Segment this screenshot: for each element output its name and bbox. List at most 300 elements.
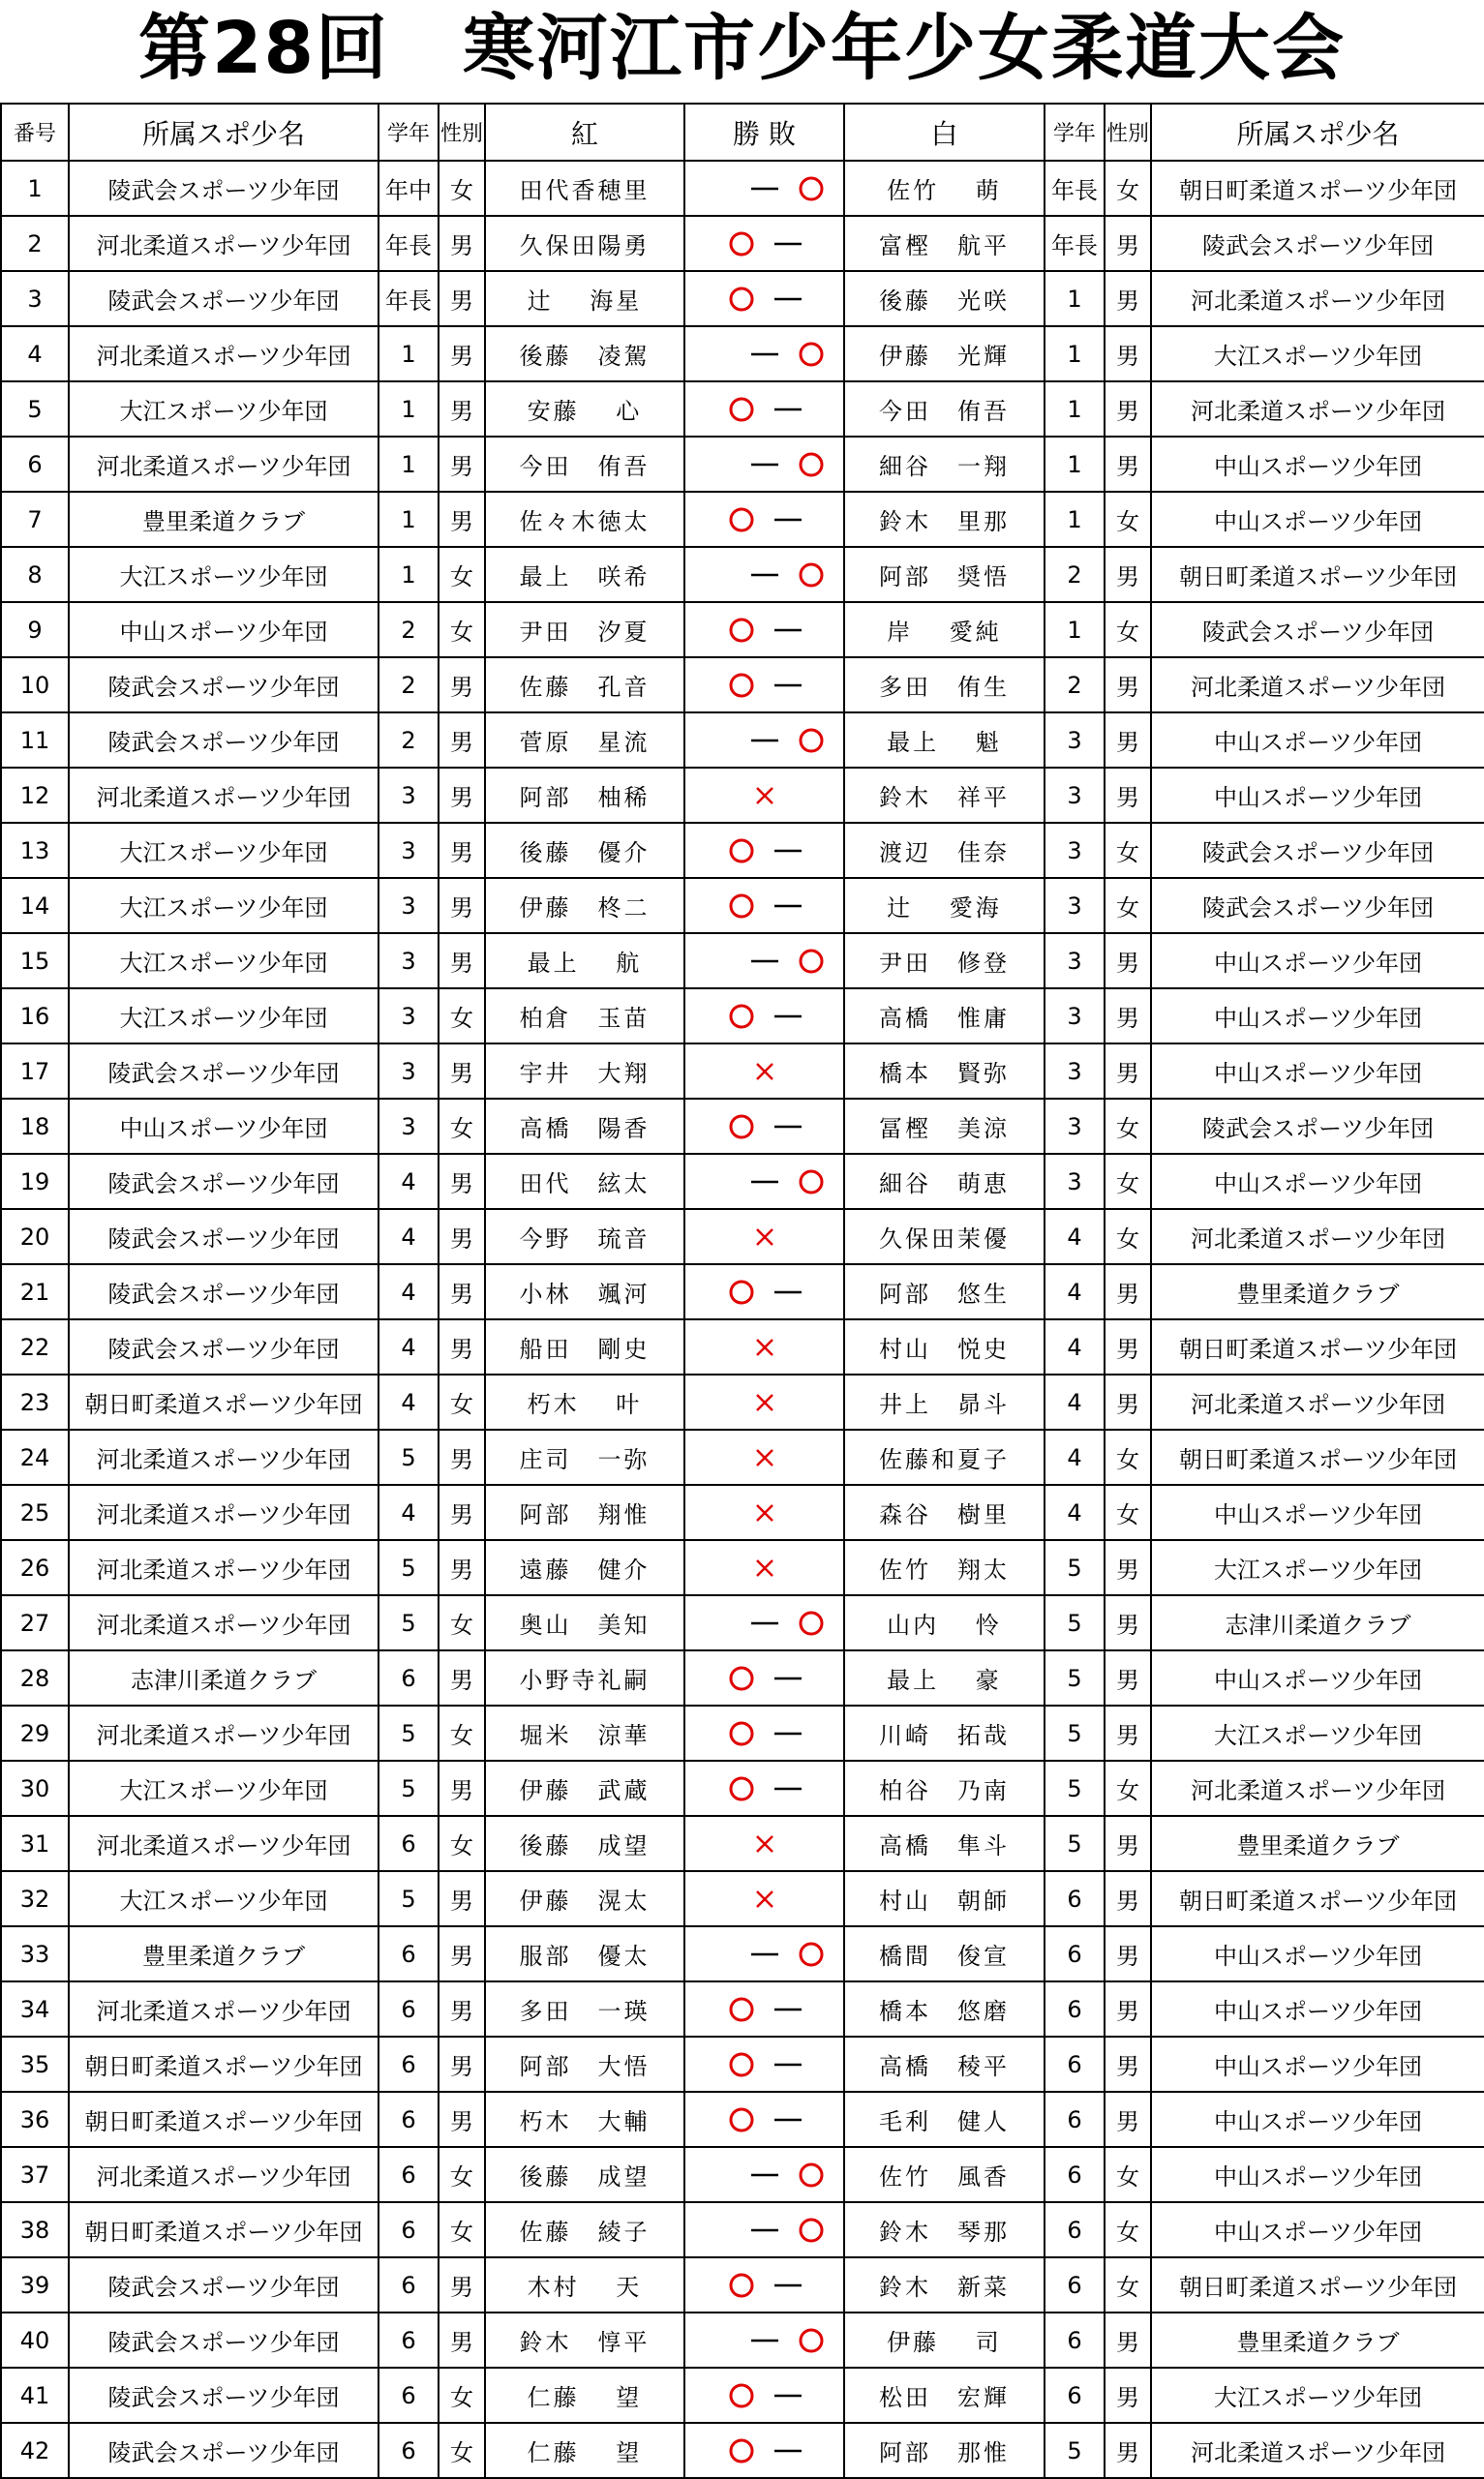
red-club: 大江スポーツ少年団 (69, 823, 379, 878)
white-club: 中山スポーツ少年団 (1151, 1485, 1484, 1540)
white-club: 朝日町柔道スポーツ少年団 (1151, 2257, 1484, 2313)
result-marks (685, 438, 843, 491)
result-marks (685, 217, 843, 270)
white-sex: 女 (1105, 492, 1151, 547)
red-club: 河北柔道スポーツ少年団 (69, 2147, 379, 2202)
white-player: 阿部 奨悟 (844, 547, 1045, 602)
row-number: 8 (1, 547, 69, 602)
white-grade: 6 (1045, 2313, 1105, 2368)
result-marks (685, 1541, 843, 1594)
match-result (684, 2423, 844, 2478)
result-spacer (699, 556, 738, 594)
red-grade: 4 (379, 1264, 439, 1319)
white-player: 今田 侑吾 (844, 381, 1045, 437)
table-row (1, 1926, 1484, 1981)
table-row (1, 768, 1484, 823)
red-club: 河北柔道スポーツ少年団 (69, 216, 379, 271)
red-club: 朝日町柔道スポーツ少年団 (69, 2092, 379, 2147)
result-spacer (699, 1604, 738, 1643)
red-sex: 女 (439, 1595, 485, 1650)
red-sex: 女 (439, 2202, 485, 2257)
draw-cross-icon (745, 1438, 784, 1477)
result-marks (685, 1762, 843, 1815)
row-number: 23 (1, 1375, 69, 1430)
loss-dash-icon (769, 225, 807, 263)
white-player: 橋間 俊宣 (844, 1926, 1045, 1981)
white-grade: 1 (1045, 492, 1105, 547)
white-player: 井上 昴斗 (844, 1375, 1045, 1430)
match-result (684, 161, 844, 216)
white-player: 橋本 悠磨 (844, 1981, 1045, 2037)
white-club: 中山スポーツ少年団 (1151, 712, 1484, 768)
white-sex: 男 (1105, 1043, 1151, 1099)
match-result (684, 1981, 844, 2037)
red-player: 小林 颯河 (485, 1264, 684, 1319)
red-player: 奥山 美知 (485, 1595, 684, 1650)
red-club: 河北柔道スポーツ少年団 (69, 1595, 379, 1650)
white-grade: 年長 (1045, 161, 1105, 216)
row-number: 33 (1, 1926, 69, 1981)
red-player: 船田 剛史 (485, 1319, 684, 1375)
result-spacer (699, 335, 738, 374)
red-player: 阿部 柚稀 (485, 768, 684, 823)
match-result (684, 1430, 844, 1485)
white-player: 松田 宏輝 (844, 2368, 1045, 2423)
match-result (684, 933, 844, 988)
table-row (1, 381, 1484, 437)
red-player: 後藤 凌駕 (485, 326, 684, 381)
result-marks (685, 1265, 843, 1318)
match-result (684, 437, 844, 492)
white-player: 久保田茉優 (844, 1209, 1045, 1264)
white-sex: 男 (1105, 1319, 1151, 1375)
red-sex: 女 (439, 1375, 485, 1430)
loss-dash-icon (769, 666, 807, 705)
red-player: 後藤 成望 (485, 2147, 684, 2202)
result-marks (685, 1982, 843, 2036)
white-player: 鈴木 新菜 (844, 2257, 1045, 2313)
results-table (0, 103, 1484, 2479)
red-club: 陵武会スポーツ少年団 (69, 161, 379, 216)
white-grade: 5 (1045, 1761, 1105, 1816)
row-number: 14 (1, 878, 69, 933)
loss-dash-icon (769, 2432, 807, 2470)
white-grade: 6 (1045, 2257, 1105, 2313)
win-circle-icon (722, 1714, 761, 1753)
red-club: 河北柔道スポーツ少年団 (69, 1485, 379, 1540)
red-grade: 3 (379, 1043, 439, 1099)
result-marks (685, 1651, 843, 1705)
red-club: 志津川柔道クラブ (69, 1650, 379, 1706)
row-number: 25 (1, 1485, 69, 1540)
white-sex: 男 (1105, 1650, 1151, 1706)
match-result (684, 1154, 844, 1209)
table-row (1, 326, 1484, 381)
white-grade: 3 (1045, 768, 1105, 823)
red-sex: 男 (439, 1540, 485, 1595)
result-spacer (699, 445, 738, 484)
win-circle-icon (722, 1273, 761, 1312)
white-club: 河北柔道スポーツ少年団 (1151, 1209, 1484, 1264)
white-sex: 男 (1105, 1540, 1151, 1595)
red-player: 安藤 心 (485, 381, 684, 437)
row-number: 2 (1, 216, 69, 271)
white-club: 朝日町柔道スポーツ少年団 (1151, 1871, 1484, 1926)
white-grade: 5 (1045, 1650, 1105, 1706)
white-player: 橋本 賢弥 (844, 1043, 1045, 1099)
white-club: 豊里柔道クラブ (1151, 2313, 1484, 2368)
white-player: 阿部 那惟 (844, 2423, 1045, 2478)
match-result (684, 492, 844, 547)
white-player: 伊藤 司 (844, 2313, 1045, 2368)
result-marks (685, 1044, 843, 1098)
match-result (684, 1706, 844, 1761)
row-number: 10 (1, 657, 69, 712)
red-grade: 4 (379, 1319, 439, 1375)
red-player: 鈴木 惇平 (485, 2313, 684, 2368)
red-grade: 6 (379, 2368, 439, 2423)
white-grade: 5 (1045, 1706, 1105, 1761)
white-club: 中山スポーツ少年団 (1151, 2092, 1484, 2147)
red-club: 陵武会スポーツ少年団 (69, 1264, 379, 1319)
red-sex: 男 (439, 657, 485, 712)
white-player: 伊藤 光輝 (844, 326, 1045, 381)
white-player: 岸 愛純 (844, 602, 1045, 657)
loss-dash-icon (769, 390, 807, 429)
match-result (684, 2257, 844, 2313)
white-sex: 男 (1105, 1926, 1151, 1981)
match-result (684, 2313, 844, 2368)
white-sex: 男 (1105, 2313, 1151, 2368)
red-club: 陵武会スポーツ少年団 (69, 2257, 379, 2313)
table-row (1, 1209, 1484, 1264)
table-row (1, 2313, 1484, 2368)
red-player: 小野寺礼嗣 (485, 1650, 684, 1706)
white-player: 佐竹 翔太 (844, 1540, 1045, 1595)
loss-dash-icon (745, 1163, 784, 1201)
red-club: 河北柔道スポーツ少年団 (69, 437, 379, 492)
result-marks (685, 327, 843, 380)
white-grade: 6 (1045, 2092, 1105, 2147)
result-spacer (699, 1935, 738, 1974)
header-sex-white: 性別 (1105, 104, 1151, 161)
loss-dash-icon (769, 500, 807, 539)
result-marks (685, 2313, 843, 2367)
red-grade: 5 (379, 1595, 439, 1650)
result-spacer (699, 942, 738, 981)
white-grade: 3 (1045, 988, 1105, 1043)
white-grade: 3 (1045, 1043, 1105, 1099)
row-number: 16 (1, 988, 69, 1043)
red-club: 陵武会スポーツ少年団 (69, 712, 379, 768)
red-grade: 年中 (379, 161, 439, 216)
red-player: 仁藤 望 (485, 2423, 684, 2478)
match-result (684, 2368, 844, 2423)
result-marks (685, 769, 843, 822)
red-player: 佐藤 孔音 (485, 657, 684, 712)
red-club: 河北柔道スポーツ少年団 (69, 1706, 379, 1761)
row-number: 20 (1, 1209, 69, 1264)
red-club: 河北柔道スポーツ少年団 (69, 326, 379, 381)
red-club: 中山スポーツ少年団 (69, 1099, 379, 1154)
white-player: 渡辺 佳奈 (844, 823, 1045, 878)
table-row (1, 1595, 1484, 1650)
table-row (1, 1264, 1484, 1319)
white-club: 中山スポーツ少年団 (1151, 1043, 1484, 1099)
white-club: 大江スポーツ少年団 (1151, 2368, 1484, 2423)
red-sex: 女 (439, 161, 485, 216)
match-result (684, 823, 844, 878)
row-number: 35 (1, 2037, 69, 2092)
header-sex-red: 性別 (439, 104, 485, 161)
row-number: 15 (1, 933, 69, 988)
red-club: 陵武会スポーツ少年団 (69, 1043, 379, 1099)
white-sex: 男 (1105, 988, 1151, 1043)
red-sex: 男 (439, 1650, 485, 1706)
red-sex: 男 (439, 823, 485, 878)
white-grade: 1 (1045, 381, 1105, 437)
row-number: 7 (1, 492, 69, 547)
result-marks (685, 1707, 843, 1760)
white-club: 陵武会スポーツ少年団 (1151, 823, 1484, 878)
loss-dash-icon (769, 2266, 807, 2305)
red-player: 辻 海星 (485, 271, 684, 326)
white-player: 高橋 隼斗 (844, 1816, 1045, 1871)
white-sex: 男 (1105, 216, 1151, 271)
result-marks (685, 2369, 843, 2422)
red-grade: 6 (379, 2092, 439, 2147)
red-club: 大江スポーツ少年団 (69, 933, 379, 988)
white-sex: 女 (1105, 1485, 1151, 1540)
row-number: 6 (1, 437, 69, 492)
red-sex: 男 (439, 1264, 485, 1319)
red-grade: 6 (379, 2147, 439, 2202)
red-club: 大江スポーツ少年団 (69, 381, 379, 437)
match-result (684, 1595, 844, 1650)
win-circle-icon (722, 611, 761, 650)
header-grade-white: 学年 (1045, 104, 1105, 161)
red-sex: 男 (439, 1871, 485, 1926)
red-club: 陵武会スポーツ少年団 (69, 657, 379, 712)
red-club: 河北柔道スポーツ少年団 (69, 768, 379, 823)
match-result (684, 988, 844, 1043)
white-club: 中山スポーツ少年団 (1151, 1650, 1484, 1706)
white-club: 大江スポーツ少年団 (1151, 1540, 1484, 1595)
draw-cross-icon (745, 1328, 784, 1367)
white-player: 森谷 樹里 (844, 1485, 1045, 1540)
white-grade: 3 (1045, 1099, 1105, 1154)
table-row (1, 1043, 1484, 1099)
table-row (1, 2037, 1484, 2092)
draw-cross-icon (745, 1880, 784, 1919)
white-sex: 男 (1105, 271, 1151, 326)
white-player: 柏谷 乃南 (844, 1761, 1045, 1816)
white-grade: 1 (1045, 271, 1105, 326)
result-spacer (699, 2321, 738, 2360)
table-row (1, 216, 1484, 271)
result-spacer (699, 1163, 738, 1201)
white-sex: 男 (1105, 1595, 1151, 1650)
row-number: 22 (1, 1319, 69, 1375)
red-player: 高橋 陽香 (485, 1099, 684, 1154)
table-row (1, 1319, 1484, 1375)
red-grade: 2 (379, 712, 439, 768)
white-club: 中山スポーツ少年団 (1151, 2037, 1484, 2092)
table-row (1, 933, 1484, 988)
red-sex: 女 (439, 2368, 485, 2423)
draw-cross-icon (745, 776, 784, 815)
red-player: 伊藤 滉太 (485, 1871, 684, 1926)
white-sex: 女 (1105, 2257, 1151, 2313)
result-marks (685, 1320, 843, 1374)
match-result (684, 1319, 844, 1375)
white-sex: 男 (1105, 437, 1151, 492)
result-marks (685, 713, 843, 767)
win-circle-icon (792, 2156, 831, 2194)
red-grade: 6 (379, 1816, 439, 1871)
win-circle-icon (722, 2101, 761, 2139)
win-circle-icon (722, 2376, 761, 2415)
red-sex: 男 (439, 2037, 485, 2092)
draw-cross-icon (745, 1825, 784, 1863)
table-row (1, 1816, 1484, 1871)
red-player: 今野 琉音 (485, 1209, 684, 1264)
white-grade: 5 (1045, 1816, 1105, 1871)
red-sex: 女 (439, 1706, 485, 1761)
table-row (1, 271, 1484, 326)
win-circle-icon (722, 2045, 761, 2084)
red-player: 朽木 大輔 (485, 2092, 684, 2147)
red-grade: 3 (379, 988, 439, 1043)
red-grade: 6 (379, 2037, 439, 2092)
white-grade: 4 (1045, 1319, 1105, 1375)
draw-cross-icon (745, 1052, 784, 1091)
red-player: 伊藤 武蔵 (485, 1761, 684, 1816)
white-club: 中山スポーツ少年団 (1151, 1926, 1484, 1981)
red-grade: 3 (379, 878, 439, 933)
match-result (684, 326, 844, 381)
white-club: 陵武会スポーツ少年団 (1151, 878, 1484, 933)
result-marks (685, 1210, 843, 1263)
white-player: 最上 魁 (844, 712, 1045, 768)
table-row (1, 1871, 1484, 1926)
white-grade: 3 (1045, 933, 1105, 988)
header-result: 勝 敗 (684, 104, 844, 161)
red-grade: 3 (379, 933, 439, 988)
row-number: 30 (1, 1761, 69, 1816)
match-result (684, 1264, 844, 1319)
white-sex: 男 (1105, 2368, 1151, 2423)
red-player: 伊藤 柊二 (485, 878, 684, 933)
red-sex: 男 (439, 271, 485, 326)
red-club: 豊里柔道クラブ (69, 1926, 379, 1981)
match-result (684, 1871, 844, 1926)
white-club: 豊里柔道クラブ (1151, 1264, 1484, 1319)
result-marks (685, 2093, 843, 2146)
header-row (1, 104, 1484, 161)
table-row (1, 1430, 1484, 1485)
match-result (684, 1540, 844, 1595)
white-player: 山内 怜 (844, 1595, 1045, 1650)
table-row (1, 1540, 1484, 1595)
table-row (1, 878, 1484, 933)
table-row (1, 1485, 1484, 1540)
table-row (1, 2423, 1484, 2478)
red-grade: 1 (379, 381, 439, 437)
loss-dash-icon (769, 611, 807, 650)
red-player: 服部 優太 (485, 1926, 684, 1981)
red-player: 宇井 大翔 (485, 1043, 684, 1099)
red-sex: 男 (439, 437, 485, 492)
red-grade: 2 (379, 657, 439, 712)
white-grade: 1 (1045, 326, 1105, 381)
loss-dash-icon (769, 887, 807, 925)
white-sex: 女 (1105, 2147, 1151, 2202)
win-circle-icon (722, 997, 761, 1036)
white-club: 中山スポーツ少年団 (1151, 933, 1484, 988)
red-sex: 女 (439, 988, 485, 1043)
red-player: 後藤 成望 (485, 1816, 684, 1871)
row-number: 28 (1, 1650, 69, 1706)
white-sex: 男 (1105, 1871, 1151, 1926)
white-grade: 5 (1045, 2423, 1105, 2478)
win-circle-icon (722, 1107, 761, 1146)
win-circle-icon (722, 887, 761, 925)
red-grade: 6 (379, 2313, 439, 2368)
result-marks (685, 1596, 843, 1649)
result-marks (685, 2203, 843, 2256)
loss-dash-icon (769, 831, 807, 870)
white-club: 河北柔道スポーツ少年団 (1151, 381, 1484, 437)
white-club: 中山スポーツ少年団 (1151, 1981, 1484, 2037)
red-sex: 男 (439, 326, 485, 381)
table-row (1, 2092, 1484, 2147)
red-sex: 男 (439, 933, 485, 988)
match-result (684, 271, 844, 326)
win-circle-icon (792, 1604, 831, 1643)
red-club: 陵武会スポーツ少年団 (69, 1154, 379, 1209)
red-sex: 男 (439, 878, 485, 933)
page-title: 第28回 寒河江市少年少女柔道大会 (138, 7, 1346, 90)
red-sex: 男 (439, 1154, 485, 1209)
red-grade: 6 (379, 1926, 439, 1981)
red-club: 大江スポーツ少年団 (69, 988, 379, 1043)
white-club: 河北柔道スポーツ少年団 (1151, 657, 1484, 712)
white-sex: 女 (1105, 161, 1151, 216)
white-club: 志津川柔道クラブ (1151, 1595, 1484, 1650)
table-row (1, 547, 1484, 602)
red-sex: 女 (439, 1099, 485, 1154)
loss-dash-icon (745, 2211, 784, 2250)
win-circle-icon (722, 1769, 761, 1808)
match-result (684, 1926, 844, 1981)
white-player: 冨樫 美涼 (844, 1099, 1045, 1154)
red-grade: 6 (379, 1981, 439, 2037)
white-grade: 3 (1045, 712, 1105, 768)
table-row (1, 1099, 1484, 1154)
red-club: 朝日町柔道スポーツ少年団 (69, 2202, 379, 2257)
white-player: 辻 愛海 (844, 878, 1045, 933)
white-club: 中山スポーツ少年団 (1151, 988, 1484, 1043)
loss-dash-icon (769, 997, 807, 1036)
white-player: 最上 豪 (844, 1650, 1045, 1706)
row-number: 27 (1, 1595, 69, 1650)
result-marks (685, 1100, 843, 1153)
result-marks (685, 1376, 843, 1429)
win-circle-icon (792, 1935, 831, 1974)
win-circle-icon (722, 390, 761, 429)
red-grade: 年長 (379, 271, 439, 326)
